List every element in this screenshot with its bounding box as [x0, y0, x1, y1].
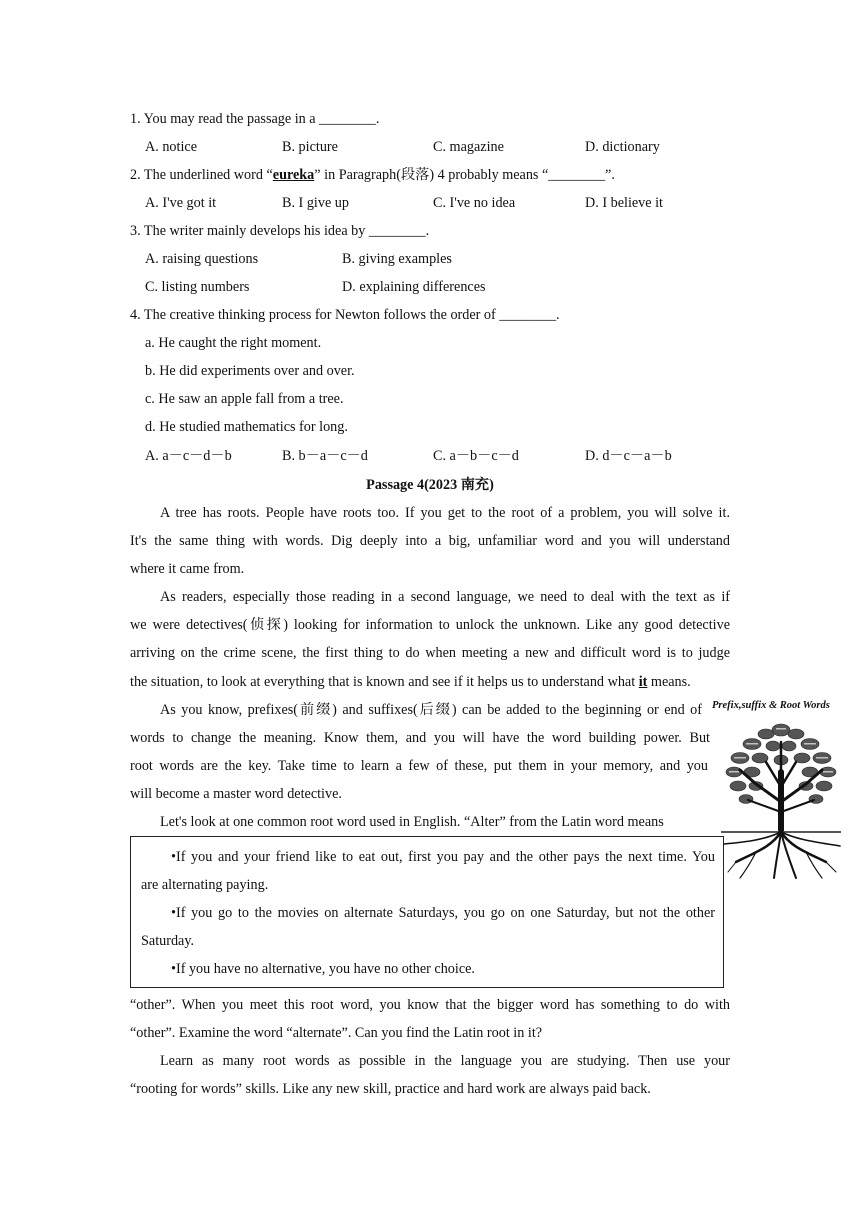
q4-item-c: c. He saw an apple fall from a tree. — [145, 391, 344, 407]
question-1-stem: 1. You may read the passage in a ________. — [130, 111, 380, 127]
q1-option-c: C. magazine — [433, 139, 504, 155]
passage-line: we were detectives(侦探) looking for information to unlock the unknown. Like any good detective — [130, 617, 730, 633]
passage-line: root words are the key. Take time to learn a few of these, put them in your memory, and you — [130, 758, 708, 774]
question-3-stem: 3. The writer mainly develops his idea by ________. — [130, 223, 430, 239]
q2-option-c: C. I've no idea — [433, 195, 516, 211]
passage-line: the situation, to look at everything that is known and see if it helps us to understand what it means. — [130, 674, 691, 690]
q4-option-c: C. a－b－c－d — [433, 448, 519, 464]
passage-line: where it came from. — [130, 561, 245, 577]
q4-item-b: b. He did experiments over and over. — [145, 363, 355, 379]
q3-option-a: A. raising questions — [145, 251, 259, 267]
q1-option-d: D. dictionary — [585, 139, 660, 155]
passage-line: A tree has roots. People have roots too. If you get to the root of a problem, you will solve it. — [160, 505, 730, 521]
box-line: •If you have no alternative, you have no other choice. — [171, 961, 475, 977]
q4-item-a: a. He caught the right moment. — [145, 335, 322, 351]
q4-item-d: d. He studied mathematics for long. — [145, 419, 348, 435]
passage-line: Let's look at one common root word used in English. “Alter” from the Latin word means — [160, 814, 664, 830]
question-4-stem: 4. The creative thinking process for Newton follows the order of ________. — [130, 307, 560, 323]
passage-line: “rooting for words” skills. Like any new skill, practice and hard work are always paid back. — [130, 1081, 651, 1097]
q4-option-b: B. b－a－c－d — [282, 448, 368, 464]
passage-line: arriving on the crime scene, the first thing to do when meeting a new and difficult word is to judge — [130, 645, 730, 661]
passage-line: As you know, prefixes(前缀) and suffixes(后缀) can be added to the beginning or end of — [160, 702, 702, 718]
q3-option-b: B. giving examples — [342, 251, 452, 267]
passage-title: Passage 4(2023 南充) — [366, 477, 494, 493]
q2-option-a: A. I've got it — [145, 195, 217, 211]
passage-line: Learn as many root words as possible in the language you are studying. Then use your — [160, 1053, 730, 1069]
box-line: •If you and your friend like to eat out, first you pay and the other pays the next time. You — [171, 849, 715, 865]
underlined-word-eureka: eureka — [272, 167, 315, 183]
passage-line: will become a master word detective. — [130, 786, 342, 802]
box-line: Saturday. — [141, 933, 195, 949]
q2-option-b: B. I give up — [282, 195, 349, 211]
passage-line: “other”. Examine the word “alternate”. Can you find the Latin root in it? — [130, 1025, 543, 1041]
tree-with-roots-icon — [716, 712, 846, 882]
q4-option-a: A. a－c－d－b — [145, 448, 232, 464]
passage-line: “other”. When you meet this root word, you know that the bigger word has something to do with — [130, 997, 730, 1013]
passage-line: words to change the meaning. Know them, and you will have the word building power. But — [130, 730, 710, 746]
underlined-word-it: it — [638, 674, 648, 690]
q1-option-a: A. notice — [145, 139, 198, 155]
passage-line: It's the same thing with words. Dig deeply into a big, unfamiliar word and you will understand — [130, 533, 730, 549]
q3-option-c: C. listing numbers — [145, 279, 250, 295]
question-2-stem: 2. The underlined word “eureka” in Paragraph(段落) 4 probably means “________”. — [130, 167, 615, 183]
figure-caption: Prefix,suffix & Root Words — [712, 700, 830, 711]
box-line: are alternating paying. — [141, 877, 269, 893]
q3-option-d: D. explaining differences — [342, 279, 486, 295]
q1-option-b: B. picture — [282, 139, 338, 155]
q2-option-d: D. I believe it — [585, 195, 664, 211]
passage-line: As readers, especially those reading in a second language, we need to deal with the text as if — [160, 589, 730, 605]
q4-option-d: D. d－c－a－b — [585, 448, 672, 464]
box-line: •If you go to the movies on alternate Saturdays, you go on one Saturday, but not the other — [171, 905, 715, 921]
